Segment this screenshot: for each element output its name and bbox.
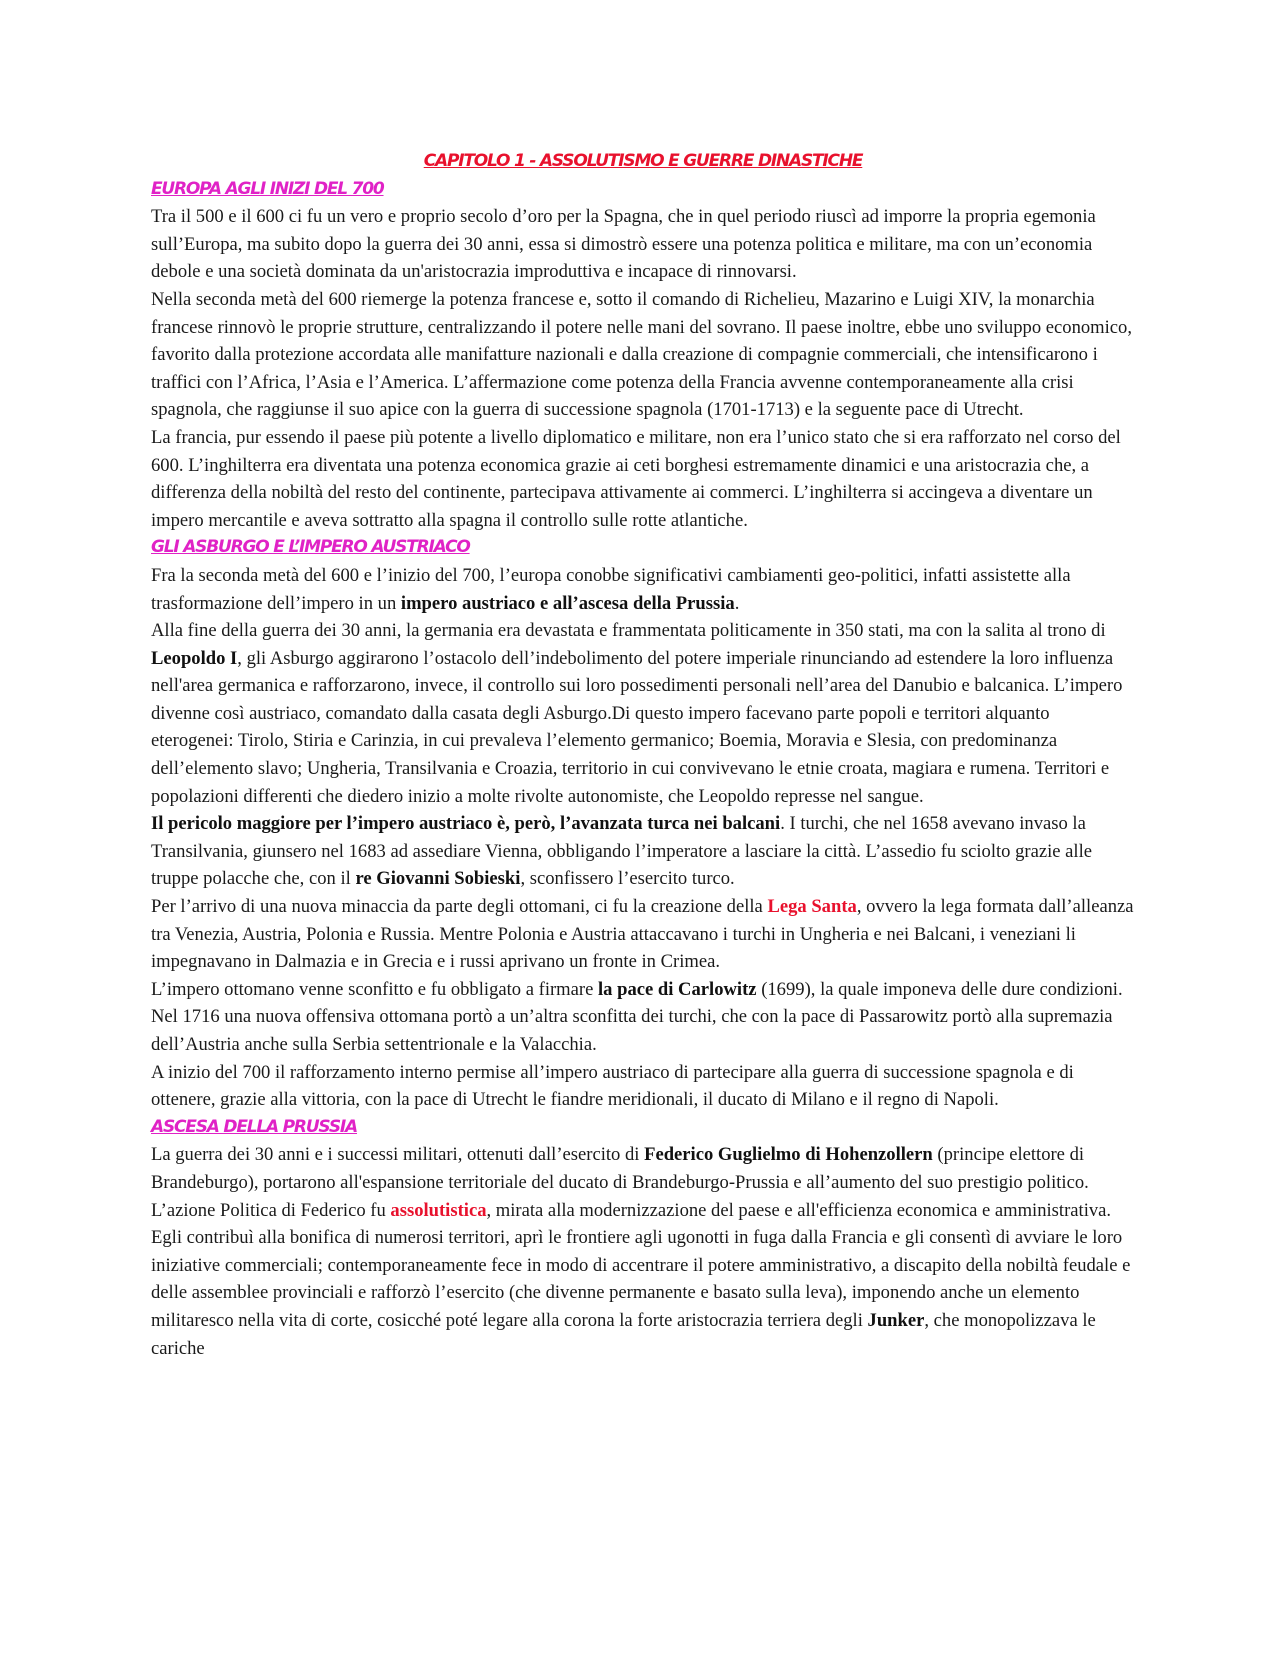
section-title: GLI ASBURGO E L’IMPERO AUSTRIACO <box>151 537 470 558</box>
section-title: ASCESA DELLA PRUSSIA <box>151 1116 357 1137</box>
text-run: Alla fine della guerra dei 30 anni, la germania era devastata e frammentata politicamente in 350 stati, ma con la salita al trono di <box>151 620 1106 642</box>
text-run: La guerra dei 30 anni e i successi militari, ottenuti dall’esercito di <box>151 1144 645 1166</box>
paragraph <box>151 562 1135 617</box>
paragraph <box>151 286 1135 424</box>
document-content <box>151 148 1135 1362</box>
text-run: . I turchi, che nel 1658 avevano invaso la Transilvania, giunsero nel 1683 ad assediare Vienna, obbligando l’imperatore a lasciare la città. L’assedio fu sciolto grazie alle truppe polacche che, con il <box>151 813 1093 890</box>
text-run: Fra la seconda metà del 600 e l’inizio del 700, l’europa conobbe significativi cambiamenti geo-politici, infatti assistette alla trasformazione dell’impero in un <box>151 564 1071 614</box>
paragraph <box>151 893 1135 976</box>
text-run: La francia, pur essendo il paese più potente a livello diplomatico e militare, non era l’unico stato che si era rafforzato nel corso del 600. L’inghilterra era diventata una potenza economica grazie ai ceti borghesi estremamente dinamici e una aristocrazia che, a differenza della nobiltà del resto del continente, partecipava attivamente ai commerci. L’inghilterra si accingeva a diventare un impero mercantile e aveva sottratto alla spagna il controllo sulle rotte atlantiche. <box>151 426 1121 531</box>
text-run: Nella seconda metà del 600 riemerge la potenza francese e, sotto il comando di Richelieu, Mazarino e Luigi XIV, la monarchia francese rinnovò le proprie strutture, centralizzando il potere nelle mani del sovrano. Il paese inoltre, ebbe uno sviluppo economico, favorito dalla protezione accordata alle manifatture nazionali e dalla creazione di compagnie commerciali, che intensificarono i traffici con l’Africa, l’Asia e l’America. L’affermazione come potenza della Francia avvenne contemporaneamente alla crisi spagnola, che raggiunse il suo apice con la guerra di successione spagnola (1701-1713) e la seguente pace di Utrecht. <box>151 288 1132 421</box>
paragraph <box>151 1059 1135 1114</box>
bold-text: re Giovanni Sobieski <box>355 868 521 890</box>
paragraph <box>151 203 1135 286</box>
bold-text: la pace di Carlowitz <box>598 978 757 1000</box>
chapter-title: CAPITOLO 1 - ASSOLUTISMO E GUERRE DINASTICHE <box>423 151 863 171</box>
text-run: , che monopolizzava le cariche <box>151 1309 1096 1359</box>
highlighted-term: assolutistica <box>390 1199 487 1221</box>
bold-text: Leopoldo I <box>151 647 238 669</box>
bold-text: Junker <box>867 1309 925 1331</box>
section-title: EUROPA AGLI INIZI DEL 700 <box>151 178 384 199</box>
text-run: A inizio del 700 il rafforzamento interno permise all’impero austriaco di partecipare alla guerra di successione spagnola e di ottenere, grazie alla vittoria, con la pace di Utrecht le fiandre meridionali, il ducato di Milano e il regno di Napoli. <box>151 1061 1074 1111</box>
text-run: , ovvero la lega formata dall’alleanza tra Venezia, Austria, Polonia e Russia. Mentre Polonia e Austria attaccavano i turchi in Ungheria e nei Balcani, i veneziani li impegnavano in Dalmazia e in Grecia e i russi aprivano un fronte in Crimea. <box>151 896 1134 973</box>
text-run: (1699), la quale imponeva delle dure condizioni. Nel 1716 una nuova offensiva ottomana portò a un’altra sconfitta dei turchi, che con la pace di Passarowitz portò alla supremazia dell’Austria anche sulla Serbia settentrionale e la Valacchia. <box>151 978 1123 1055</box>
bold-text: Il pericolo maggiore per l’impero austriaco è, però, l’avanzata turca nei balcani <box>151 813 781 835</box>
paragraph <box>151 810 1135 893</box>
text-run: (principe elettore di Brandeburgo), portarono all'espansione territoriale del ducato di Brandeburgo-Prussia e all’aumento del suo prestigio politico. L’azione Politica di Federico fu <box>151 1144 1089 1221</box>
sections-container <box>151 176 1135 1363</box>
bold-text: impero austriaco e all’ascesa della Prussia <box>400 592 735 614</box>
paragraph <box>151 1141 1135 1362</box>
paragraph <box>151 976 1135 1059</box>
paragraph <box>151 617 1135 810</box>
text-run: Per l’arrivo di una nuova minaccia da parte degli ottomani, ci fu la creazione della <box>151 896 768 918</box>
text-run: , gli Asburgo aggirarono l’ostacolo dell’indebolimento del potere imperiale rinunciando ad estendere la loro influenza nell'area germanica e rafforzarono, invece, il controllo sui loro possedimenti personali nell’area del Danubio e balcanica. L’impero divenne così austriaco, comandato dalla casata degli Asburgo.Di questo impero facevano parte popoli e territori alquanto eterogenei: Tirolo, Stiria e Carinzia, in cui prevaleva l’elemento germanico; Boemia, Moravia e Slesia, con predominanza dell’elemento slavo; Ungheria, Transilvania e Croazia, territorio in cui convivevano le etnie croata, magiara e rumena. Territori e popolazioni differenti che diedero inizio a molte rivolte autonomiste, che Leopoldo represse nel sangue. <box>151 647 1123 807</box>
text-run: L’impero ottomano venne sconfitto e fu obbligato a firmare <box>151 978 598 1000</box>
text-run: , sconfissero l’esercito turco. <box>520 868 735 890</box>
highlighted-term: Lega Santa <box>767 896 857 918</box>
text-run: . <box>734 592 740 614</box>
paragraph <box>151 424 1135 534</box>
bold-text: Federico Guglielmo di Hohenzollern <box>644 1144 933 1166</box>
text-run: , mirata alla modernizzazione del paese e all'efficienza economica e amministrativa. Egli contribuì alla bonifica di numerosi territori, aprì le frontiere agli ugonotti in fuga dalla Francia e gli consentì di avviare le loro iniziative commerciali; contemporaneamente fece in modo di accentrare il potere amministrativo, a discapito della nobiltà feudale e delle assemblee provinciali e rafforzò l’esercito (che divenne permanente e basato sulla leva), imponendo anche un elemento militaresco nella vita di corte, cosicché poté legare alla corona la forte aristocrazia terriera degli <box>151 1199 1131 1331</box>
text-run: Tra il 500 e il 600 ci fu un vero e proprio secolo d’oro per la Spagna, che in quel periodo riuscì ad imporre la propria egemonia sull’Europa, ma subito dopo la guerra dei 30 anni, essa si dimostrò essere una potenza politica e militare, ma con un’economia debole e una società dominata da un'aristocrazia improduttiva e incapace di rinnovarsi. <box>151 206 1096 283</box>
